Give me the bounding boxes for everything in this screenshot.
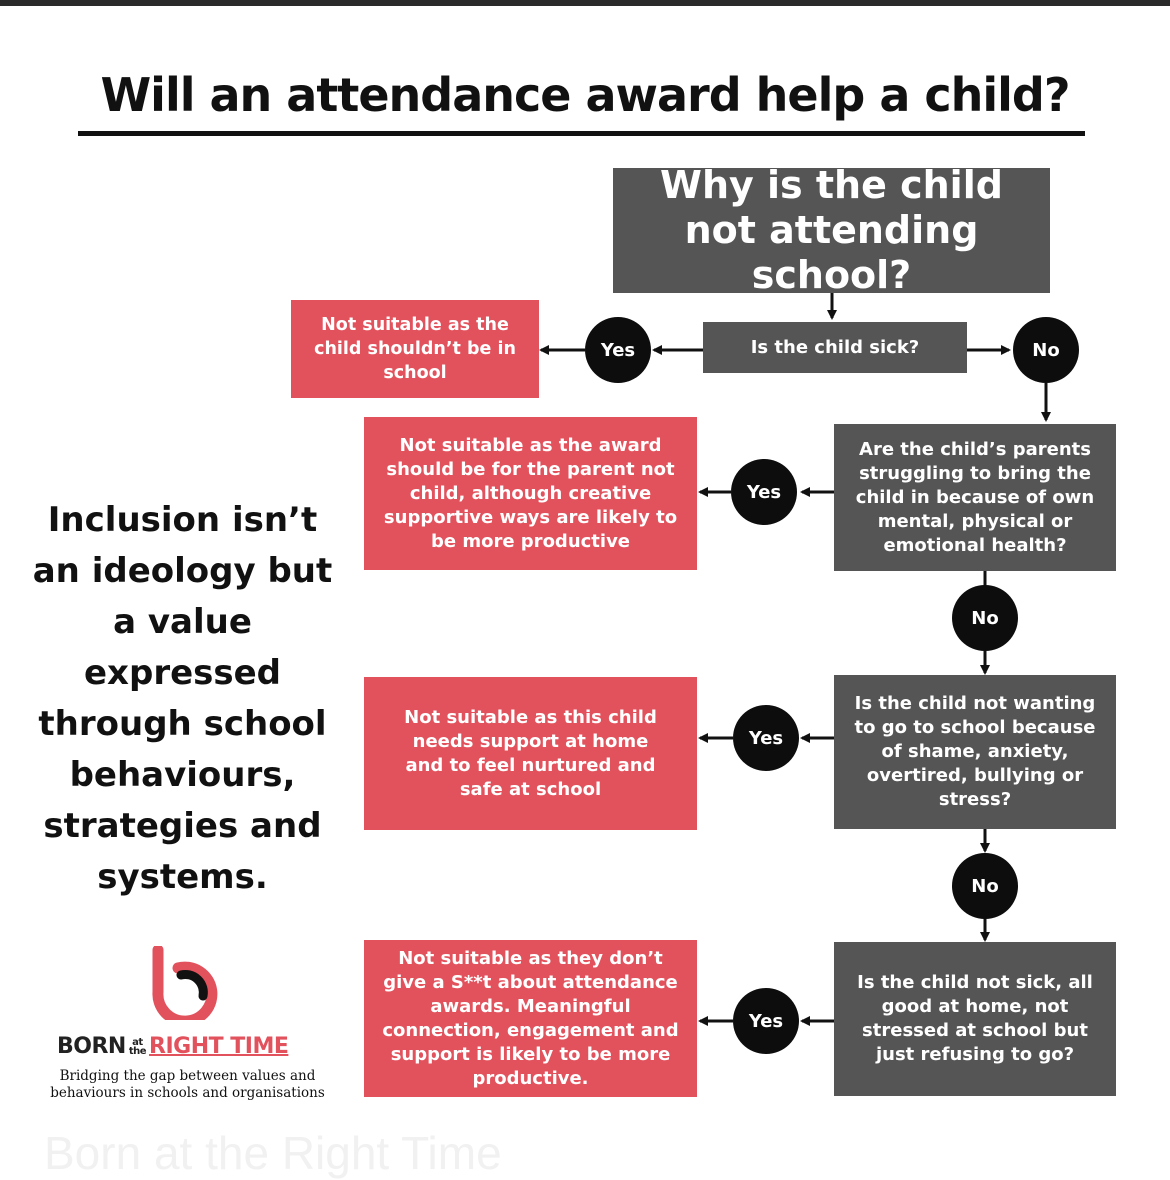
result-refusing-box (364, 940, 697, 1097)
result-parents-text: Not suitable as the award should be for the parent not child, although creative supportive ways are likely to be more productive (383, 434, 678, 552)
start-question-box (613, 163, 1050, 297)
result-refusing-text: Not suitable as they don’t give a S**t about attendance awards. Meaningful connection, engagement and support is likely to be more productive. (382, 947, 679, 1089)
no-label: No (971, 875, 999, 897)
born-at-right-time-logo-icon (150, 946, 218, 1020)
brand-at: at (132, 1037, 143, 1048)
question-anxiety-box (834, 675, 1116, 829)
question-refusing-box (834, 942, 1116, 1096)
brand-tagline: Bridging the gap between values and behaviours in schools and organisations (50, 1068, 325, 1101)
yes-node-3 (733, 705, 799, 771)
question-parents-box (834, 424, 1116, 571)
question-sick-box (703, 322, 967, 373)
yes-label: Yes (748, 1010, 784, 1032)
question-parents-text: Are the child’s parents struggling to bring the child in because of own mental, physical or emotional health? (855, 438, 1095, 556)
result-anxiety-box (364, 677, 697, 830)
yes-node-4 (733, 988, 799, 1054)
yes-label: Yes (746, 481, 782, 503)
result-sick-text: Not suitable as the child shouldn’t be in school (314, 315, 516, 383)
start-question-text: Why is the child not attending school? (660, 163, 1003, 297)
yes-label: Yes (748, 727, 784, 749)
brand-born: BORN (57, 1034, 126, 1059)
result-parents-box (364, 417, 697, 570)
yes-label: Yes (600, 339, 636, 361)
result-anxiety-text: Not suitable as this child needs support at home and to feel nurtured and safe at school (404, 706, 657, 800)
no-node-3 (952, 853, 1018, 919)
question-refusing-text: Is the child not sick, all good at home, not stressed at school but just refusing to go? (857, 972, 1093, 1065)
no-label: No (971, 607, 999, 629)
brand-at-the (129, 1038, 146, 1056)
no-node-2 (952, 585, 1018, 651)
inclusion-statement: Inclusion isn’t an ideology but a value expressed through school behaviours, strategies and systems. (32, 500, 333, 897)
brand-right-time: RIGHT TIME (149, 1034, 289, 1059)
yes-node-1 (585, 317, 651, 383)
brand-the: the (128, 1046, 147, 1057)
no-label: No (1032, 339, 1060, 361)
question-anxiety-text: Is the child not wanting to go to school because of shame, anxiety, overtired, bullying or stress? (854, 693, 1096, 810)
no-node-1 (1013, 317, 1079, 383)
brand-name (57, 1034, 288, 1059)
watermark: Born at the Right Time (44, 1127, 502, 1179)
yes-node-2 (731, 459, 797, 525)
page-title: Will an attendance award help a child? (100, 68, 1070, 122)
result-sick-box (291, 300, 539, 398)
question-sick-text: Is the child sick? (750, 337, 920, 358)
